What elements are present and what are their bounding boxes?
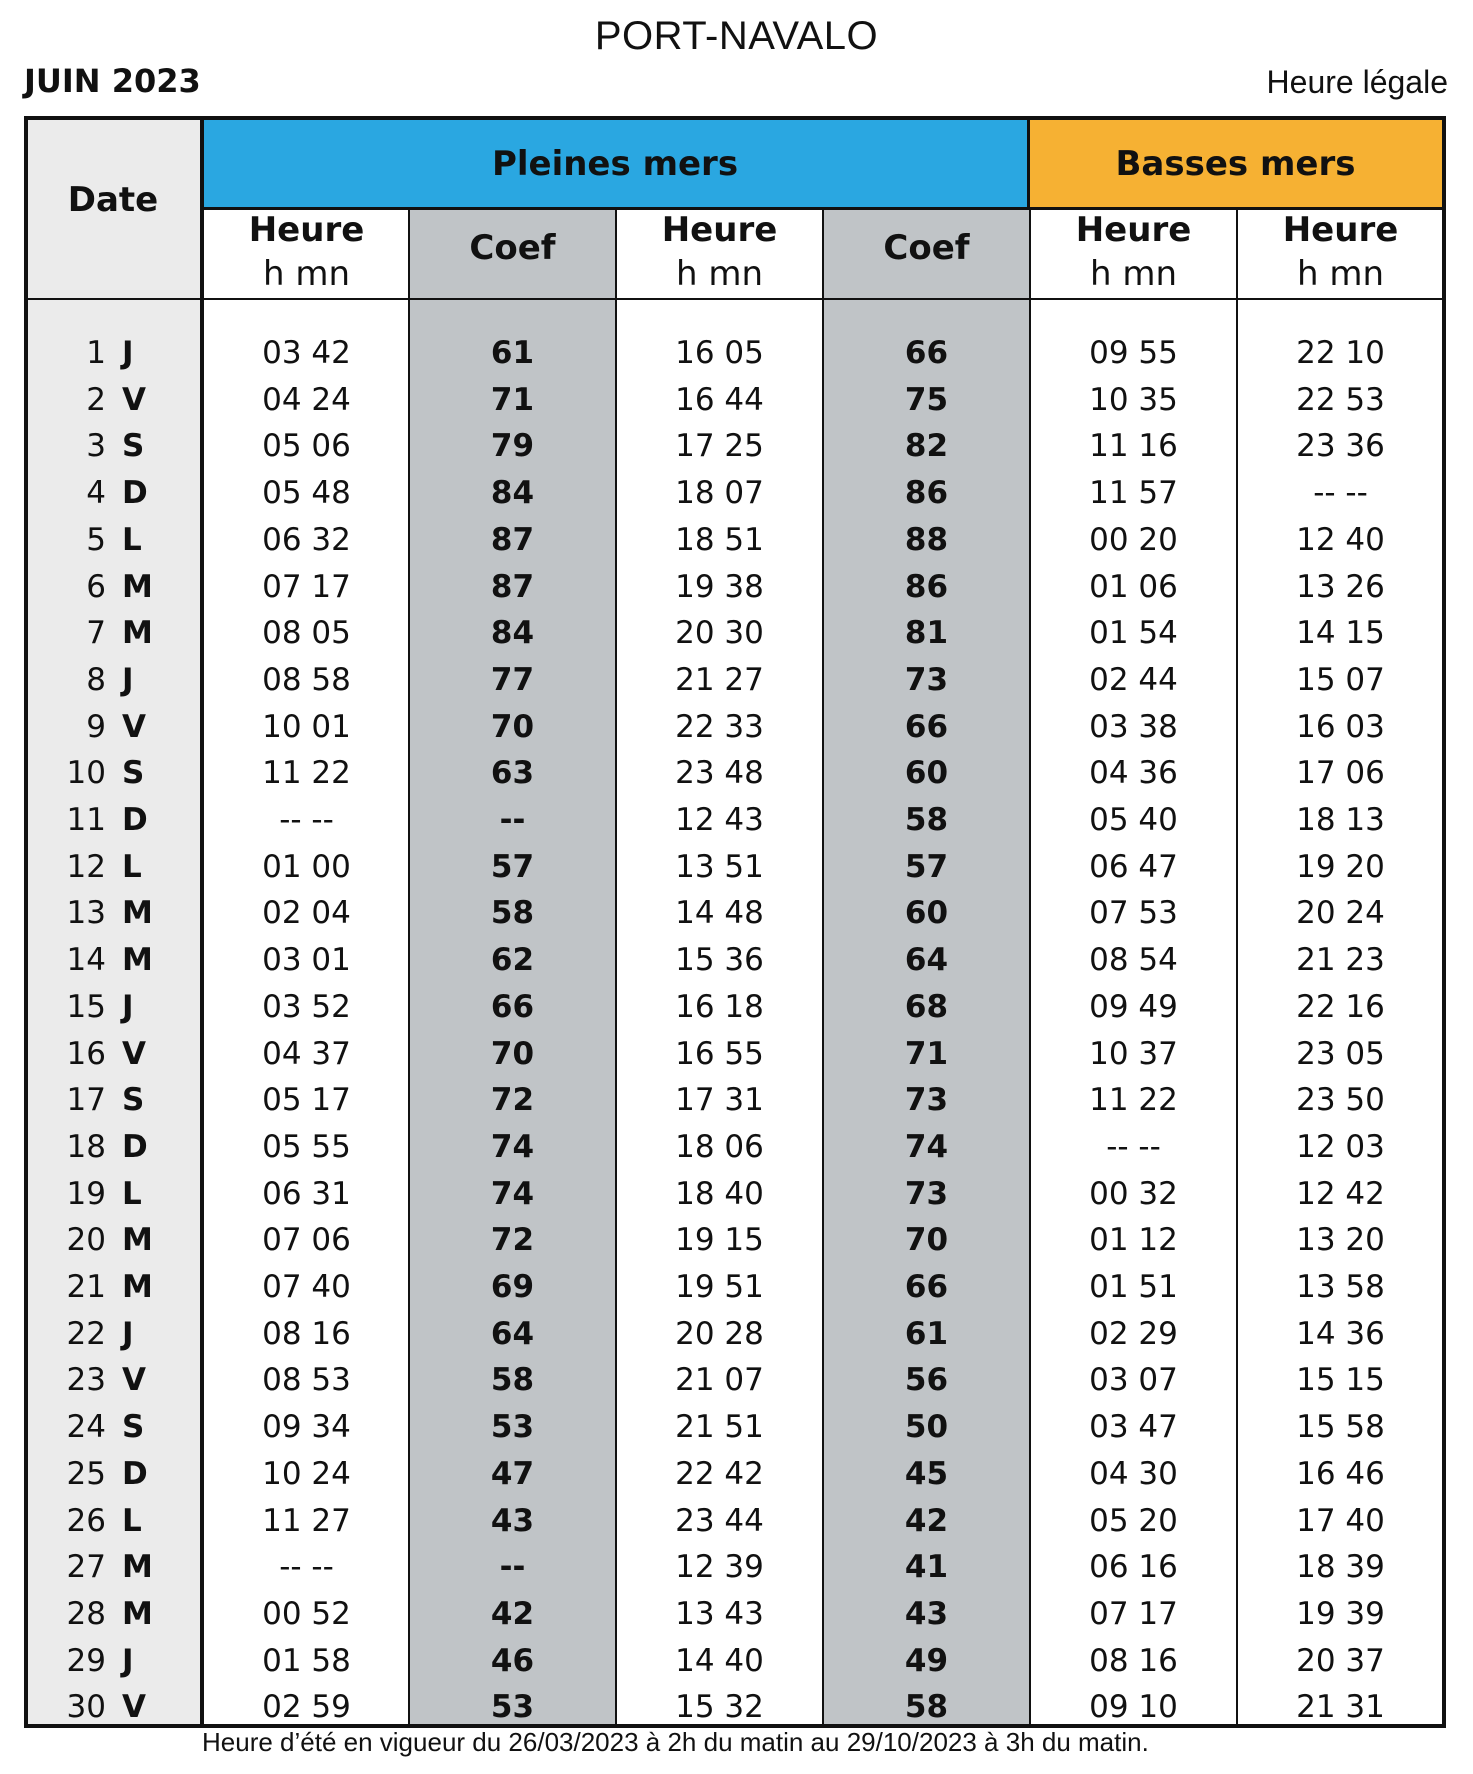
cell-c2: 74 [904,1128,949,1165]
day-number: 29 [66,1642,106,1679]
cell-c1: 74 [490,1175,535,1212]
cell-pm1: 04 37 [262,1035,351,1072]
cell-bm2: 17 06 [1296,755,1385,792]
cell-c2: 50 [904,1409,949,1446]
cell-pm1: 01 00 [262,848,351,885]
cell-pm2: 12 43 [675,802,764,838]
cell-bm2: 12 42 [1296,1175,1385,1212]
table-row [24,797,1446,844]
cell-c1: 58 [490,1362,535,1399]
date-header: Date [67,180,159,220]
pm1-coef-header: Coef [469,228,556,268]
table-row [24,1124,1446,1171]
day-number: 9 [86,708,106,745]
cell-pm1: 02 04 [262,895,351,932]
cell-pm2: 14 48 [675,895,764,932]
cell-pm1: 08 53 [262,1362,351,1399]
cell-pm1: -- -- [279,1549,334,1586]
cell-pm2: 23 48 [675,755,764,792]
cell-pm1: 07 17 [262,568,351,605]
cell-bm2: -- -- [1313,475,1368,512]
day-number: 10 [66,755,106,792]
unit-label: h mn [262,254,351,294]
cell-pm1: 07 40 [262,1269,351,1305]
divider [1027,116,1030,210]
cell-bm1: 08 54 [1089,942,1178,979]
cell-c2: 41 [904,1549,949,1586]
cell-c2: 86 [904,475,949,512]
unit-label: h mn [1296,254,1385,294]
cell-bm1: 09 49 [1089,988,1178,1025]
cell-bm2: 18 13 [1296,802,1385,838]
cell-bm2: 14 15 [1296,615,1385,652]
cell-bm2: 20 24 [1296,895,1385,932]
cell-c1: 46 [490,1642,535,1679]
cell-pm2: 13 51 [675,848,764,885]
cell-pm2: 21 07 [675,1362,764,1399]
table-row [24,937,1446,984]
cell-bm2: 18 39 [1296,1549,1385,1586]
day-number: 27 [66,1549,106,1586]
weekday-letter: V [122,1362,146,1399]
cell-bm2: 17 40 [1296,1502,1385,1539]
cell-pm2: 19 15 [675,1222,764,1259]
basses-mers-label: Basses mers [1115,143,1356,184]
day-number: 16 [66,1035,106,1072]
table-row [24,1498,1446,1545]
table-row [24,704,1446,751]
table-row [24,377,1446,424]
table-row [24,1357,1446,1404]
day-number: 13 [66,895,106,932]
cell-bm2: 14 36 [1296,1315,1385,1352]
cell-c2: 49 [904,1642,949,1679]
cell-c1: 72 [490,1082,535,1119]
cell-bm2: 16 46 [1296,1455,1385,1492]
cell-bm1: 06 16 [1089,1549,1178,1586]
cell-pm1: 05 06 [262,428,351,465]
table-row [24,470,1446,517]
cell-bm1: 02 44 [1089,661,1178,698]
cell-c1: 43 [490,1502,535,1539]
weekday-letter: D [122,475,148,512]
cell-c1: 57 [490,848,535,885]
table-row [24,1311,1446,1358]
cell-c2: 71 [904,1035,949,1072]
cell-bm1: 11 16 [1089,428,1178,465]
unit-label: h mn [1089,254,1178,294]
weekday-letter: M [122,942,153,979]
cell-bm1: 11 22 [1089,1082,1178,1119]
cell-bm1: 09 10 [1089,1689,1178,1726]
month-label: JUIN 2023 [24,62,201,100]
cell-c1: 84 [490,475,535,512]
cell-bm2: 12 03 [1296,1128,1385,1165]
cell-c1: 62 [490,942,535,979]
weekday-letter: M [122,1549,153,1586]
weekday-letter: J [122,661,134,698]
cell-pm2: 15 36 [675,942,764,979]
cell-pm1: 00 52 [262,1595,351,1632]
cell-c1: 47 [490,1455,535,1492]
cell-bm1: 01 51 [1089,1269,1178,1305]
day-number: 28 [66,1595,106,1632]
weekday-letter: S [122,428,145,465]
table-row [24,844,1446,891]
day-number: 26 [66,1502,106,1539]
day-number: 6 [86,568,106,605]
weekday-letter: D [122,1128,148,1165]
cell-c2: 66 [904,1269,949,1305]
day-number: 12 [66,848,106,885]
cell-bm2: 13 26 [1296,568,1385,605]
cell-c1: 74 [490,1128,535,1165]
cell-pm1: 10 01 [262,708,351,745]
cell-pm2: 13 43 [675,1595,764,1632]
cell-c1: 69 [490,1269,535,1305]
cell-pm2: 23 44 [675,1502,764,1539]
cell-pm2: 16 05 [675,335,764,371]
cell-pm1: 07 06 [262,1222,351,1259]
cell-pm1: 01 58 [262,1642,351,1679]
table-row [24,1404,1446,1451]
cell-bm1: 00 32 [1089,1175,1178,1212]
cell-pm2: 18 07 [675,475,764,512]
cell-bm1: 08 16 [1089,1642,1178,1679]
weekday-letter: M [122,895,153,932]
cell-c2: 58 [904,802,949,838]
cell-c1: 84 [490,615,535,652]
cell-bm2: 21 23 [1296,942,1385,979]
cell-c1: 53 [490,1689,535,1726]
weekday-letter: D [122,1455,148,1492]
cell-bm2: 13 20 [1296,1222,1385,1259]
cell-c1: 72 [490,1222,535,1259]
table-row [24,1638,1446,1685]
day-number: 21 [66,1269,106,1305]
day-number: 8 [86,661,106,698]
cell-c2: 73 [904,1082,949,1119]
day-number: 14 [66,942,106,979]
weekday-letter: L [122,1175,142,1212]
table-row [24,750,1446,797]
table-row [24,657,1446,704]
cell-c1: 70 [490,1035,535,1072]
cell-c1: 70 [490,708,535,745]
footer-note: Heure d’été en vigueur du 26/03/2023 à 2h du matin au 29/10/2023 à 3h du matin. [202,1727,1149,1757]
weekday-letter: M [122,615,153,652]
cell-pm2: 21 27 [675,661,764,698]
day-number: 11 [66,802,106,838]
weekday-letter: M [122,1595,153,1632]
table-row [24,1684,1446,1731]
cell-c1: 66 [490,988,535,1025]
table-row [24,1264,1446,1311]
table-row [24,1451,1446,1498]
cell-c2: 70 [904,1222,949,1259]
weekday-letter: J [122,1642,134,1679]
table-row [24,610,1446,657]
cell-pm2: 14 40 [675,1642,764,1679]
weekday-letter: J [122,335,134,371]
cell-c2: 68 [904,988,949,1025]
day-number: 7 [86,615,106,652]
cell-bm1: 07 17 [1089,1595,1178,1632]
heure-label: Heure [1282,210,1399,250]
cell-bm2: 19 20 [1296,848,1385,885]
cell-bm1: 03 47 [1089,1409,1178,1446]
cell-c2: 66 [904,708,949,745]
table-row [24,890,1446,937]
cell-pm2: 18 40 [675,1175,764,1212]
table-row [24,517,1446,564]
cell-bm2: 19 39 [1296,1595,1385,1632]
weekday-letter: M [122,568,153,605]
cell-bm2: 23 05 [1296,1035,1385,1072]
weekday-letter: L [122,521,142,558]
weekday-letter: S [122,755,145,792]
cell-bm1: 10 37 [1089,1035,1178,1072]
table-row [24,1031,1446,1078]
cell-pm2: 18 51 [675,521,764,558]
cell-bm2: 22 16 [1296,988,1385,1025]
day-number: 3 [86,428,106,465]
cell-pm1: 03 01 [262,942,351,979]
cell-c1: 53 [490,1409,535,1446]
weekday-letter: V [122,1689,146,1726]
cell-c1: 42 [490,1595,535,1632]
pm1-heure-header [204,208,409,296]
cell-c2: 66 [904,335,949,371]
cell-pm1: 11 22 [262,755,351,792]
heure-label: Heure [661,210,778,250]
cell-pm2: 17 25 [675,428,764,465]
cell-c2: 61 [904,1315,949,1352]
page-title: PORT-NAVALO [594,14,879,58]
cell-bm1: 01 54 [1089,615,1178,652]
cell-pm2: 12 39 [675,1549,764,1586]
cell-c1: -- [499,802,526,838]
cell-pm1: 08 16 [262,1315,351,1352]
pleines-mers-label: Pleines mers [491,143,739,184]
cell-bm1: 05 40 [1089,802,1178,838]
cell-c1: 87 [490,568,535,605]
cell-c2: 43 [904,1595,949,1632]
table-row [24,1544,1446,1591]
cell-pm2: 20 28 [675,1315,764,1352]
cell-c2: 60 [904,895,949,932]
cell-pm2: 20 30 [675,615,764,652]
cell-pm2: 22 33 [675,708,764,745]
cell-bm1: 03 07 [1089,1362,1178,1399]
table-row [24,1217,1446,1264]
cell-c2: 86 [904,568,949,605]
cell-bm1: 00 20 [1089,521,1178,558]
weekday-letter: M [122,1269,153,1305]
cell-pm2: 16 18 [675,988,764,1025]
cell-c1: 87 [490,521,535,558]
cell-bm1: 10 35 [1089,381,1178,418]
cell-bm1: 01 06 [1089,568,1178,605]
day-number: 30 [66,1689,106,1726]
day-number: 2 [86,381,106,418]
divider [24,298,1446,300]
day-number: 15 [66,988,106,1025]
cell-bm1: 09 55 [1089,335,1178,371]
cell-c2: 45 [904,1455,949,1492]
cell-bm1: 07 53 [1089,895,1178,932]
cell-pm1: 08 05 [262,615,351,652]
cell-bm2: 15 15 [1296,1362,1385,1399]
weekday-letter: J [122,988,134,1025]
cell-bm1: 04 30 [1089,1455,1178,1492]
cell-c1: 79 [490,428,535,465]
cell-c1: 58 [490,895,535,932]
heure-label: Heure [248,210,365,250]
cell-bm2: 22 53 [1296,381,1385,418]
weekday-letter: S [122,1409,145,1446]
cell-c2: 88 [904,521,949,558]
weekday-letter: V [122,708,146,745]
cell-bm2: 23 50 [1296,1082,1385,1119]
cell-c1: -- [499,1549,526,1586]
cell-bm1: -- -- [1106,1128,1161,1165]
cell-pm2: 21 51 [675,1409,764,1446]
cell-c1: 63 [490,755,535,792]
day-number: 24 [66,1409,106,1446]
cell-c1: 64 [490,1315,535,1352]
cell-c1: 71 [490,381,535,418]
cell-pm1: 05 48 [262,475,351,512]
cell-bm2: 15 07 [1296,661,1385,698]
cell-c2: 60 [904,755,949,792]
cell-pm1: 02 59 [262,1689,351,1726]
weekday-letter: L [122,1502,142,1539]
cell-c2: 64 [904,942,949,979]
cell-bm1: 06 47 [1089,848,1178,885]
table-row [24,564,1446,611]
cell-c2: 42 [904,1502,949,1539]
cell-bm2: 22 10 [1296,335,1385,371]
table-row [24,1077,1446,1124]
cell-c1: 77 [490,661,535,698]
cell-pm2: 16 44 [675,381,764,418]
cell-c2: 73 [904,661,949,698]
cell-pm2: 17 31 [675,1082,764,1119]
weekday-letter: D [122,802,148,838]
time-note: Heure légale [1266,64,1448,100]
cell-bm2: 16 03 [1296,708,1385,745]
cell-c2: 82 [904,428,949,465]
cell-pm1: 04 24 [262,381,351,418]
day-number: 4 [86,475,106,512]
cell-pm2: 19 38 [675,568,764,605]
day-number: 17 [66,1082,106,1119]
day-number: 20 [66,1222,106,1259]
cell-bm1: 04 36 [1089,755,1178,792]
cell-pm1: 06 31 [262,1175,351,1212]
table-row [24,330,1446,377]
cell-pm1: -- -- [279,802,334,838]
cell-bm2: 20 37 [1296,1642,1385,1679]
unit-label: h mn [675,254,764,294]
table-row [24,1591,1446,1638]
day-number: 22 [66,1315,106,1352]
day-number: 25 [66,1455,106,1492]
weekday-letter: V [122,381,146,418]
cell-pm1: 03 52 [262,988,351,1025]
cell-pm1: 03 42 [262,335,351,371]
table-row [24,984,1446,1031]
day-number: 5 [86,521,106,558]
cell-bm1: 03 38 [1089,708,1178,745]
weekday-letter: S [122,1082,145,1119]
cell-pm1: 05 17 [262,1082,351,1119]
cell-pm2: 18 06 [675,1128,764,1165]
day-number: 19 [66,1175,106,1212]
cell-bm1: 01 12 [1089,1222,1178,1259]
cell-bm1: 05 20 [1089,1502,1178,1539]
cell-bm2: 12 40 [1296,521,1385,558]
weekday-letter: L [122,848,142,885]
cell-bm2: 21 31 [1296,1689,1385,1726]
cell-c2: 56 [904,1362,949,1399]
weekday-letter: M [122,1222,153,1259]
cell-c2: 57 [904,848,949,885]
day-number: 1 [86,335,106,371]
cell-c2: 75 [904,381,949,418]
bm1-heure-header [1031,208,1236,296]
cell-bm2: 13 58 [1296,1269,1385,1305]
day-number: 18 [66,1128,106,1165]
cell-c2: 58 [904,1689,949,1726]
cell-pm1: 09 34 [262,1409,351,1446]
pm2-coef-header: Coef [883,228,970,268]
cell-bm1: 11 57 [1089,475,1178,512]
cell-pm2: 15 32 [675,1689,764,1726]
cell-c2: 81 [904,615,949,652]
cell-pm1: 10 24 [262,1455,351,1492]
weekday-letter: J [122,1315,134,1352]
cell-pm1: 05 55 [262,1128,351,1165]
cell-pm2: 16 55 [675,1035,764,1072]
pm2-heure-header [617,208,822,296]
cell-c1: 61 [490,335,535,371]
heure-label: Heure [1075,210,1192,250]
table-row [24,423,1446,470]
table-row [24,1171,1446,1218]
cell-pm2: 22 42 [675,1455,764,1492]
cell-pm1: 06 32 [262,521,351,558]
day-number: 23 [66,1362,106,1399]
cell-bm2: 23 36 [1296,428,1385,465]
cell-c2: 73 [904,1175,949,1212]
cell-bm2: 15 58 [1296,1409,1385,1446]
cell-bm1: 02 29 [1089,1315,1178,1352]
bm2-heure-header [1238,208,1443,296]
cell-pm1: 11 27 [262,1502,351,1539]
cell-pm2: 19 51 [675,1269,764,1305]
cell-pm1: 08 58 [262,661,351,698]
weekday-letter: V [122,1035,146,1072]
